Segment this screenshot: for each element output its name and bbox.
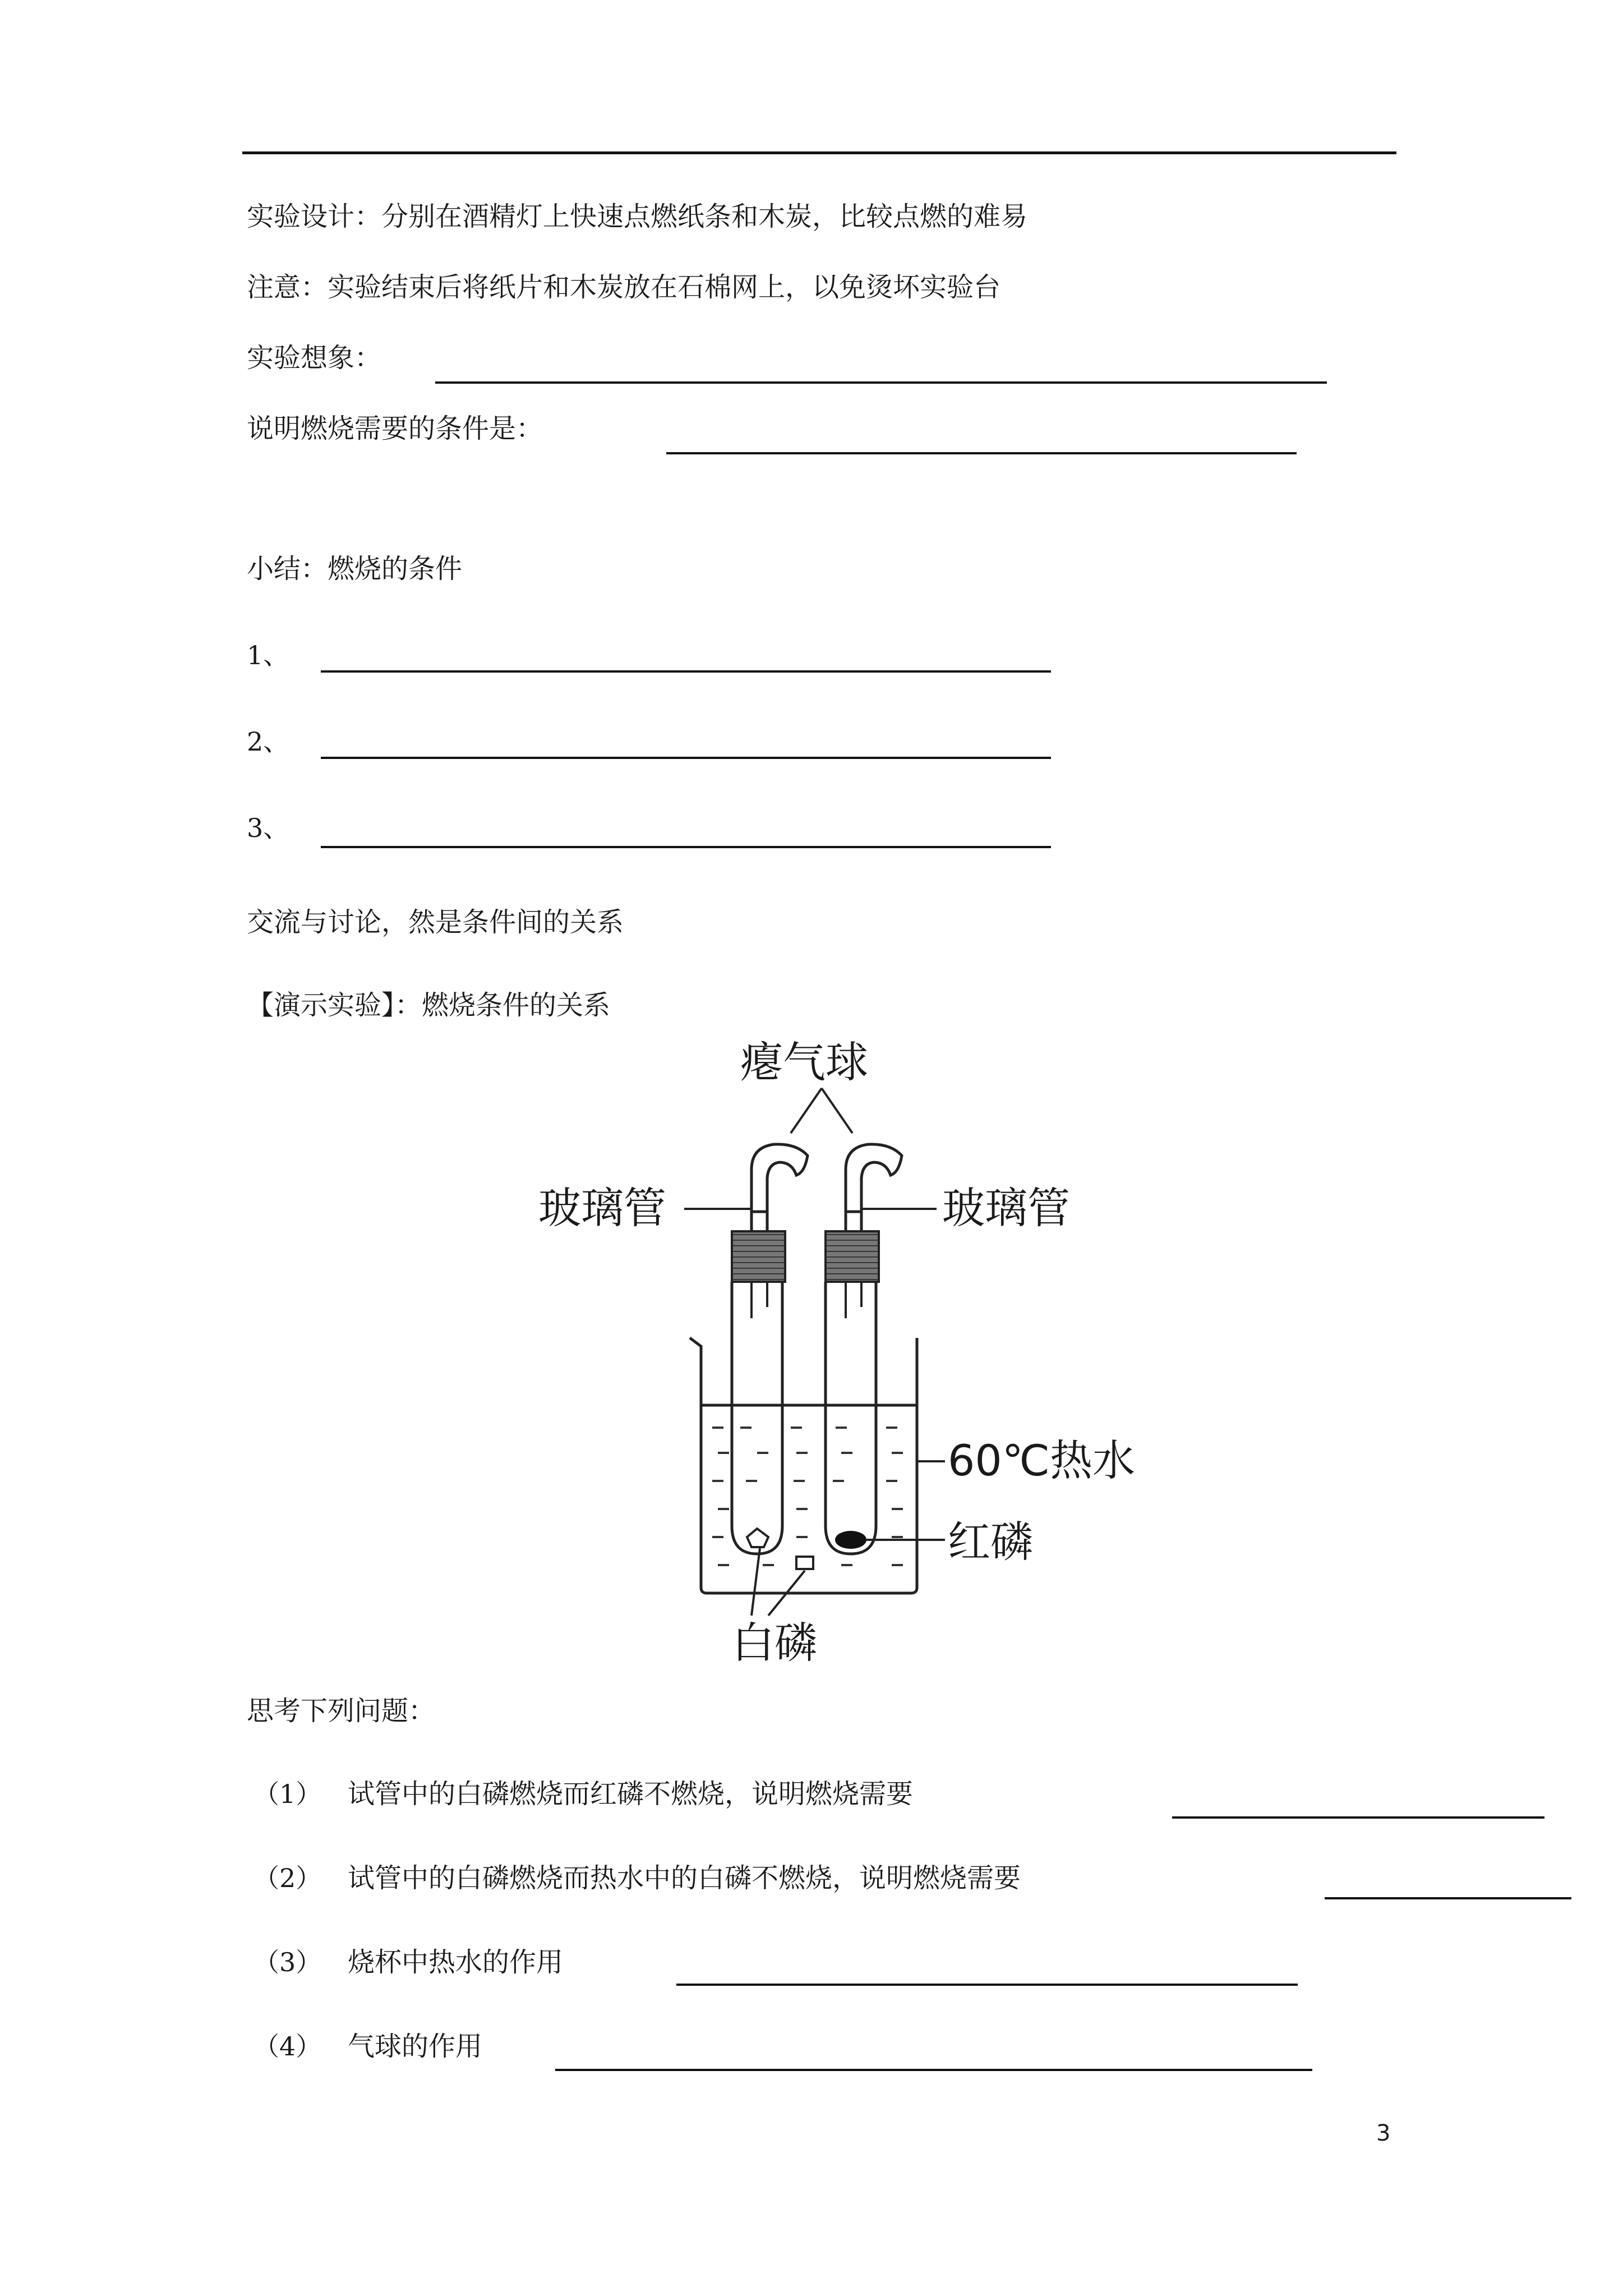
white-phosphorus-label: 白磷	[732, 1618, 817, 1666]
q3-number: （3）	[253, 1947, 322, 1977]
balloon-pointer-right	[822, 1088, 852, 1133]
think-heading: 思考下列问题：	[247, 1695, 436, 1727]
condition-blank[interactable]	[666, 452, 1297, 454]
hot-water-label: 60℃热水	[948, 1435, 1136, 1485]
demo-heading: 【演示实验】：燃烧条件的关系	[247, 990, 611, 1021]
combustion-apparatus-figure	[505, 1032, 1155, 1666]
header-rule	[242, 151, 1396, 154]
phenomenon-label: 实验想象：	[247, 342, 382, 374]
q4-text: 气球的作用	[348, 2031, 483, 2062]
right-balloon	[846, 1144, 902, 1212]
q1-number: （1）	[253, 1779, 322, 1809]
item1-blank[interactable]	[321, 670, 1051, 673]
item3-number: 3、	[247, 813, 289, 843]
glass-tube-label-left: 玻璃管	[538, 1183, 666, 1233]
q1-blank[interactable]	[1172, 1816, 1544, 1819]
item2-blank[interactable]	[321, 757, 1051, 759]
white-phosphorus-in-tube	[747, 1529, 768, 1547]
white-phosphorus-in-water	[796, 1557, 813, 1569]
condition-label: 说明燃烧需要的条件是：	[247, 413, 543, 444]
q3-text: 烧杯中热水的作用	[348, 1947, 564, 1978]
q1-text: 试管中的白磷燃烧而红磷不燃烧，说明燃烧需要	[348, 1778, 914, 1810]
q2-number: （2）	[253, 1863, 322, 1893]
left-balloon	[751, 1144, 808, 1212]
right-test-tube	[826, 1282, 876, 1554]
balloon-label: 瘪气球	[740, 1037, 868, 1087]
beaker	[690, 1338, 917, 1593]
q4-number: （4）	[253, 2031, 322, 2062]
page-number: 3	[1376, 2120, 1391, 2146]
white-phosphorus-pointer-1	[751, 1548, 760, 1616]
q4-blank[interactable]	[555, 2069, 1312, 2071]
right-stopper	[826, 1231, 879, 1282]
left-stopper	[732, 1231, 785, 1282]
red-phosphorus	[835, 1531, 866, 1549]
red-phosphorus-label: 红磷	[948, 1517, 1033, 1567]
water-dashes	[712, 1428, 903, 1565]
item1-number: 1、	[247, 640, 289, 670]
glass-tube-label-right: 玻璃管	[942, 1183, 1070, 1233]
balloon-pointer-left	[791, 1088, 822, 1133]
q2-blank[interactable]	[1325, 1897, 1571, 1899]
left-test-tube	[732, 1282, 782, 1554]
item3-blank[interactable]	[321, 846, 1051, 848]
summary-heading: 小结：燃烧的条件	[247, 553, 463, 585]
item2-number: 2、	[247, 726, 289, 757]
design-text: 实验设计：分别在酒精灯上快速点燃纸条和木炭，比较点燃的难易	[247, 201, 1028, 232]
q2-text: 试管中的白磷燃烧而热水中的白磷不燃烧，说明燃烧需要	[348, 1862, 1021, 1894]
q3-blank[interactable]	[676, 1984, 1298, 1986]
note-text: 注意：实验结束后将纸片和木炭放在石棉网上，以免烫坏实验台	[247, 272, 1001, 303]
phenomenon-blank[interactable]	[435, 381, 1327, 384]
discussion-text: 交流与讨论，然是条件间的关系	[247, 907, 624, 938]
